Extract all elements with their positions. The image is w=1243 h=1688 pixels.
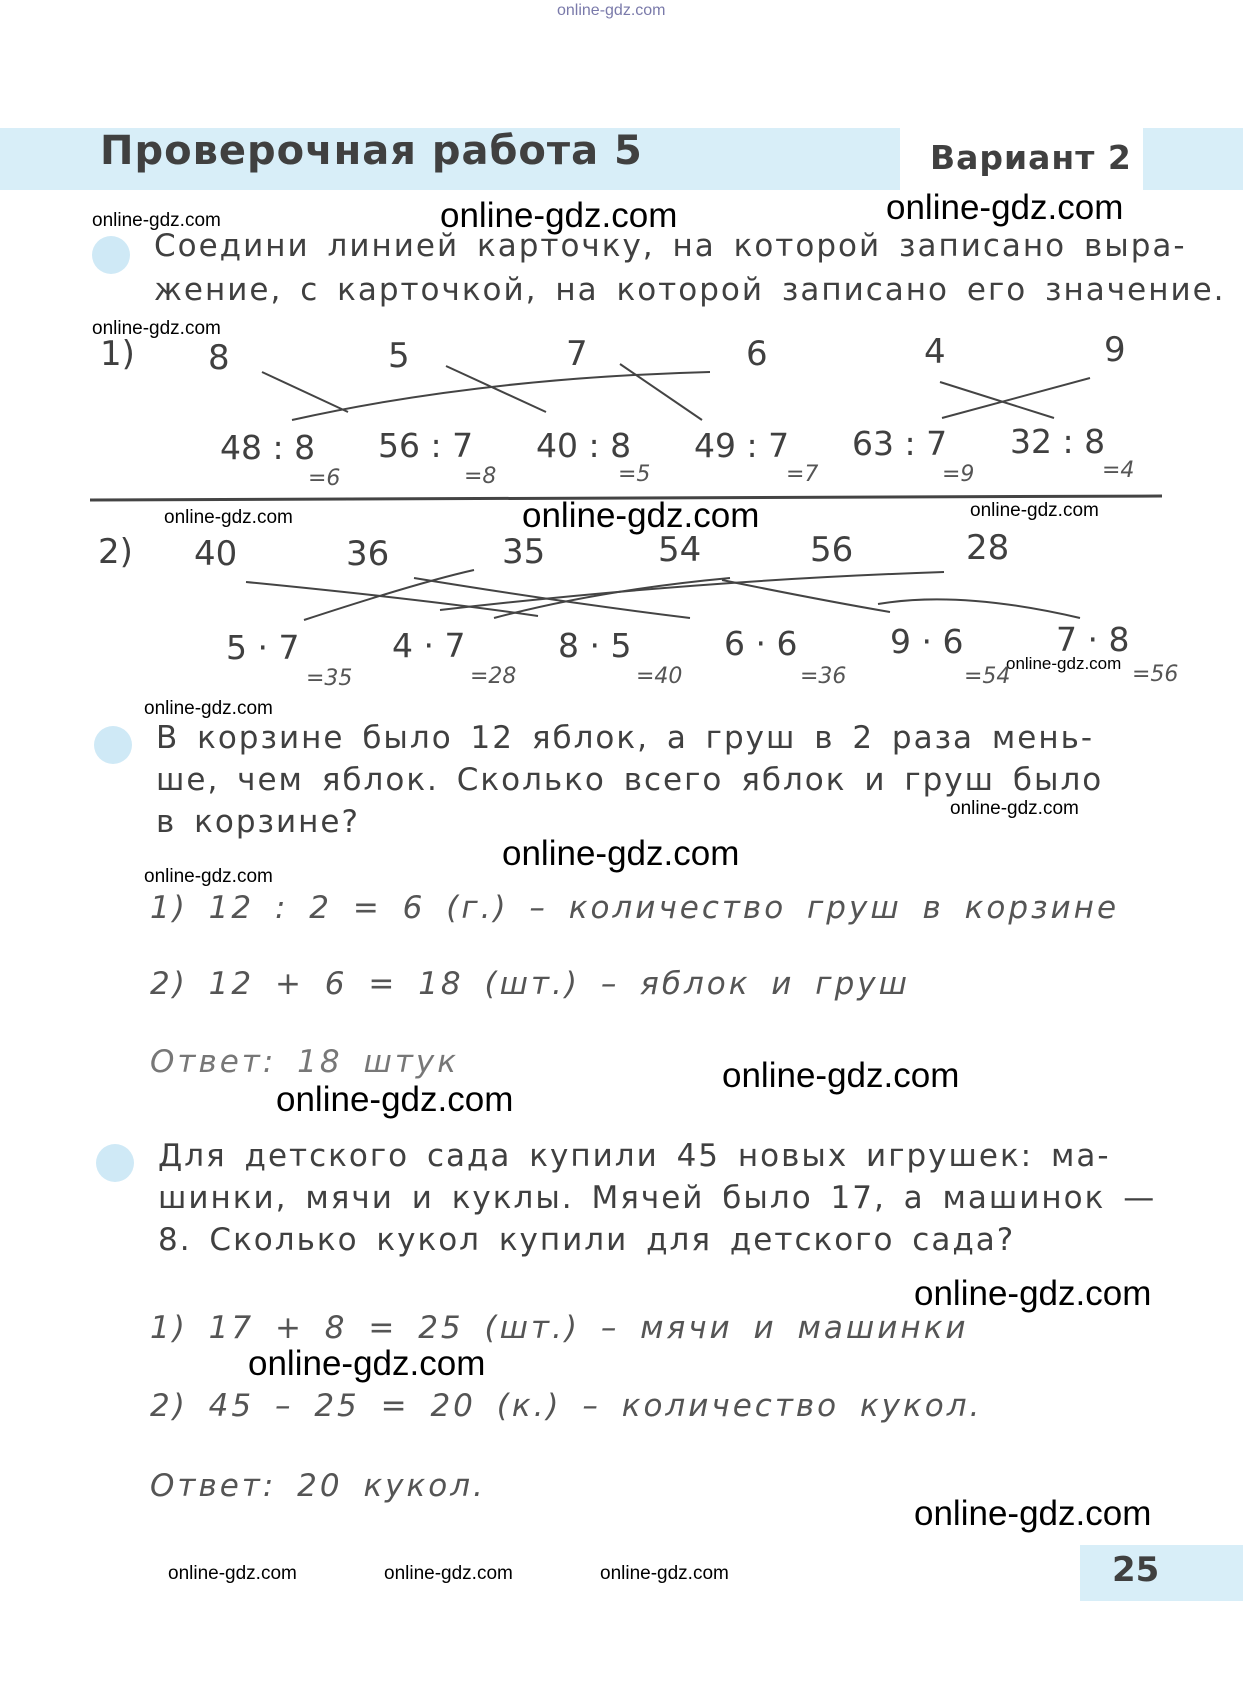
expression-card: 5 · 7 (226, 628, 300, 667)
watermark: online-gdz.com (522, 496, 760, 535)
handwritten-answer: =8 (464, 464, 497, 489)
number-card: 6 (746, 334, 768, 374)
expression-card: 7 · 8 (1056, 620, 1130, 659)
watermark: online-gdz.com (440, 196, 678, 235)
watermark: online-gdz.com (168, 1563, 297, 1584)
part-1-label: 1) (100, 334, 135, 374)
connection-line (246, 582, 538, 616)
connection-line (262, 372, 348, 412)
handwritten-answer: =28 (470, 664, 517, 689)
watermark: online-gdz.com (950, 798, 1079, 819)
task-3-text-line: Для детского сада купили 45 новых игрушек: ма- (158, 1138, 1111, 1174)
connection-line (446, 366, 546, 412)
watermark: online-gdz.com (92, 210, 221, 231)
watermark: online-gdz.com (970, 500, 1099, 521)
watermark: online-gdz.com (248, 1344, 486, 1383)
number-card: 36 (346, 534, 390, 574)
number-card: 35 (502, 532, 546, 572)
watermark: online-gdz.com (886, 188, 1124, 227)
connection-line (440, 572, 944, 610)
handwritten-answer: =36 (800, 664, 847, 689)
expression-card: 40 : 8 (536, 426, 632, 465)
connection-line (878, 599, 1080, 618)
task-3-marker (96, 1144, 134, 1182)
number-card: 5 (388, 336, 410, 376)
answer-line: Ответ: 20 кукол. (150, 1468, 486, 1504)
handwritten-answer: =40 (636, 664, 683, 689)
handwritten-answer: =6 (308, 466, 341, 491)
number-card: 28 (966, 528, 1010, 568)
expression-card: 48 : 8 (220, 428, 316, 467)
part-2-label: 2) (98, 532, 133, 572)
task-3-text-line: шинки, мячи и куклы. Мячей было 17, а машинок — (158, 1180, 1157, 1216)
solution-line: 1) 12 : 2 = 6 (г.) – количество груш в корзине (150, 890, 1120, 926)
watermark: online-gdz.com (1006, 654, 1122, 673)
task-2-marker (94, 726, 132, 764)
watermark: online-gdz.com (92, 318, 221, 339)
page-title: Проверочная работа 5 (100, 128, 643, 174)
task-2-text-line: в корзине? (156, 804, 360, 840)
solution-line: 2) 45 – 25 = 20 (к.) – количество кукол. (150, 1388, 983, 1424)
expression-card: 49 : 7 (694, 426, 790, 465)
top-watermark: online-gdz.com (557, 2, 666, 19)
handwritten-answer: =9 (942, 462, 975, 487)
handwritten-answer: =4 (1102, 458, 1135, 483)
handwritten-answer: =5 (618, 462, 651, 487)
task-3-text-line: 8. Сколько кукол купили для детского сада? (158, 1222, 1016, 1258)
task-1-text-line: жение, с карточкой, на которой записано его значение. (154, 272, 1226, 308)
expression-card: 6 · 6 (724, 624, 798, 663)
number-card: 56 (810, 530, 854, 570)
section-divider (90, 496, 1162, 500)
number-card: 8 (208, 338, 230, 378)
variant-label: Вариант 2 (930, 138, 1132, 177)
expression-card: 63 : 7 (852, 424, 948, 463)
watermark: online-gdz.com (164, 507, 293, 528)
watermark: online-gdz.com (276, 1080, 514, 1119)
expression-card: 8 · 5 (558, 626, 632, 665)
watermark: online-gdz.com (502, 834, 740, 873)
solution-line: 1) 17 + 8 = 25 (шт.) – мячи и машинки (150, 1310, 969, 1346)
handwritten-answer: =35 (306, 666, 353, 691)
handwritten-answer: =56 (1132, 662, 1179, 687)
watermark: online-gdz.com (914, 1274, 1152, 1313)
expression-card: 32 : 8 (1010, 422, 1106, 461)
watermark: online-gdz.com (144, 698, 273, 719)
expression-card: 9 · 6 (890, 622, 964, 661)
expression-card: 56 : 7 (378, 426, 474, 465)
number-card: 7 (566, 334, 588, 374)
watermark: online-gdz.com (722, 1056, 960, 1095)
task-1-text-line: Соедини линией карточку, на которой записано выра- (154, 228, 1187, 264)
answer-line: Ответ: 18 штук (150, 1044, 459, 1080)
solution-line: 2) 12 + 6 = 18 (шт.) – яблок и груш (150, 966, 910, 1002)
number-card: 40 (194, 534, 238, 574)
connection-line (494, 578, 730, 618)
connection-line (940, 382, 1054, 418)
connection-line (304, 570, 474, 620)
watermark: online-gdz.com (600, 1563, 729, 1584)
handwritten-answer: =54 (964, 664, 1011, 689)
page-number: 25 (1112, 1550, 1160, 1590)
connection-line (942, 378, 1090, 418)
connection-line (292, 372, 710, 420)
task-2-text-line: В корзине было 12 яблок, а груш в 2 раза мень- (156, 720, 1095, 756)
connection-line (722, 580, 890, 612)
number-card: 9 (1104, 330, 1126, 370)
task-2-text-line: ше, чем яблок. Сколько всего яблок и груш было (156, 762, 1104, 798)
expression-card: 4 · 7 (392, 626, 466, 665)
watermark: online-gdz.com (384, 1563, 513, 1584)
number-card: 4 (924, 332, 946, 372)
handwritten-answer: =7 (786, 462, 819, 487)
number-card: 54 (658, 530, 702, 570)
watermark: online-gdz.com (144, 866, 273, 887)
page-number-box (1080, 1545, 1243, 1601)
watermark: online-gdz.com (914, 1494, 1152, 1533)
